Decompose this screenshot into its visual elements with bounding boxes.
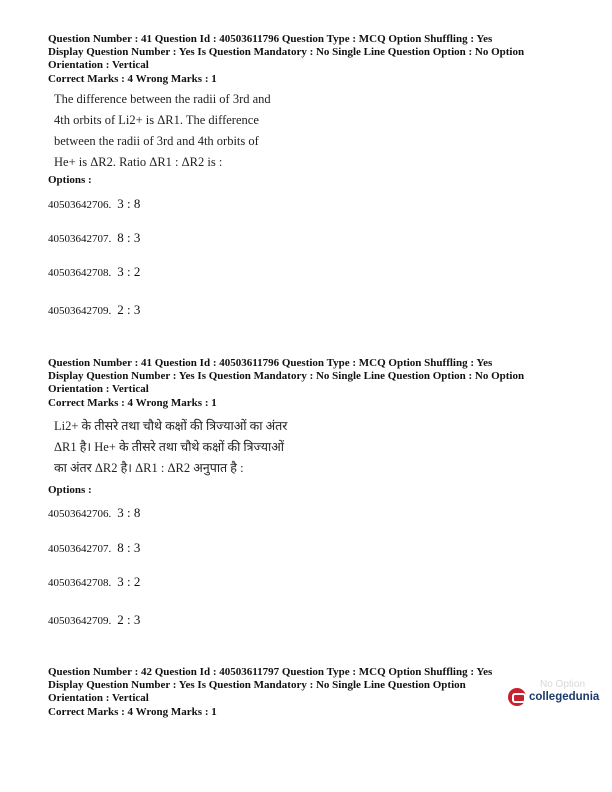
question-text [54, 89, 314, 173]
option-item[interactable] [48, 230, 140, 246]
option-id: 40503642708. [48, 267, 112, 279]
option-item[interactable] [48, 612, 140, 628]
meta-line: Display Question Number : Yes Is Question Mandatory : No Single Line Question Option [48, 679, 466, 692]
question-line: The difference between the radii of 3rd and [54, 92, 271, 106]
question-meta [48, 357, 588, 410]
meta-line: Question Number : 41 Question Id : 40503611796 Question Type : MCQ Option Shuffling : Yes [48, 357, 493, 369]
question-meta [48, 33, 588, 86]
question-line: between the radii of 3rd and 4th orbits of [54, 134, 259, 148]
option-id: 40503642707. [48, 233, 112, 245]
option-value: 3 : 8 [117, 196, 141, 211]
logo-text: collegedunia [529, 691, 600, 703]
meta-line: Display Question Number : Yes Is Question Mandatory : No Single Line Question Option : No Option [48, 46, 525, 59]
meta-line: Orientation : Vertical [48, 59, 149, 72]
option-value: 8 : 3 [117, 540, 141, 555]
option-value: 2 : 3 [117, 302, 141, 317]
question-line: He+ is ΔR2. Ratio ΔR1 : ΔR2 is : [54, 155, 223, 169]
question-line: Li2+ के तीसरे तथा चौथे कक्षों की त्रिज्याओं का अंतर [54, 419, 288, 433]
meta-line: Question Number : 41 Question Id : 40503611796 Question Type : MCQ Option Shuffling : Yes [48, 33, 493, 45]
option-item[interactable] [48, 574, 140, 590]
options-label: Options : [48, 484, 92, 496]
graduation-cap-icon [508, 688, 526, 706]
meta-line: Question Number : 42 Question Id : 40503611797 Question Type : MCQ Option Shuffling : Yes [48, 666, 493, 678]
option-value: 3 : 2 [117, 264, 141, 279]
question-meta [48, 666, 508, 719]
option-item[interactable] [48, 264, 140, 280]
option-value: 2 : 3 [117, 612, 141, 627]
option-item[interactable] [48, 302, 140, 318]
option-item[interactable] [48, 540, 140, 556]
question-line: ΔR1 है। He+ के तीसरे तथा चौथे कक्षों की त्रिज्याओं [54, 440, 284, 454]
meta-line: Orientation : Vertical [48, 383, 149, 396]
marks-line: Correct Marks : 4 Wrong Marks : 1 [48, 396, 217, 409]
options-label: Options : [48, 174, 92, 186]
marks-line: Correct Marks : 4 Wrong Marks : 1 [48, 72, 217, 85]
option-item[interactable] [48, 196, 140, 212]
question-line: 4th orbits of Li2+ is ΔR1. The difference [54, 113, 259, 127]
option-id: 40503642709. [48, 615, 112, 627]
meta-line: Display Question Number : Yes Is Question Mandatory : No Single Line Question Option : No Option [48, 370, 525, 383]
option-item[interactable] [48, 505, 140, 521]
option-id: 40503642706. [48, 508, 112, 520]
option-id: 40503642709. [48, 305, 112, 317]
question-text [54, 416, 334, 479]
collegedunia-logo [508, 688, 599, 706]
meta-line: Orientation : Vertical [48, 692, 149, 705]
watermark-text: No Option [540, 679, 586, 690]
option-id: 40503642706. [48, 199, 112, 211]
option-value: 3 : 2 [117, 574, 141, 589]
option-value: 3 : 8 [117, 505, 141, 520]
option-id: 40503642707. [48, 543, 112, 555]
option-id: 40503642708. [48, 577, 112, 589]
option-value: 8 : 3 [117, 230, 141, 245]
marks-line: Correct Marks : 4 Wrong Marks : 1 [48, 705, 217, 718]
question-line: का अंतर ΔR2 है। ΔR1 : ΔR2 अनुपात है : [54, 461, 244, 475]
